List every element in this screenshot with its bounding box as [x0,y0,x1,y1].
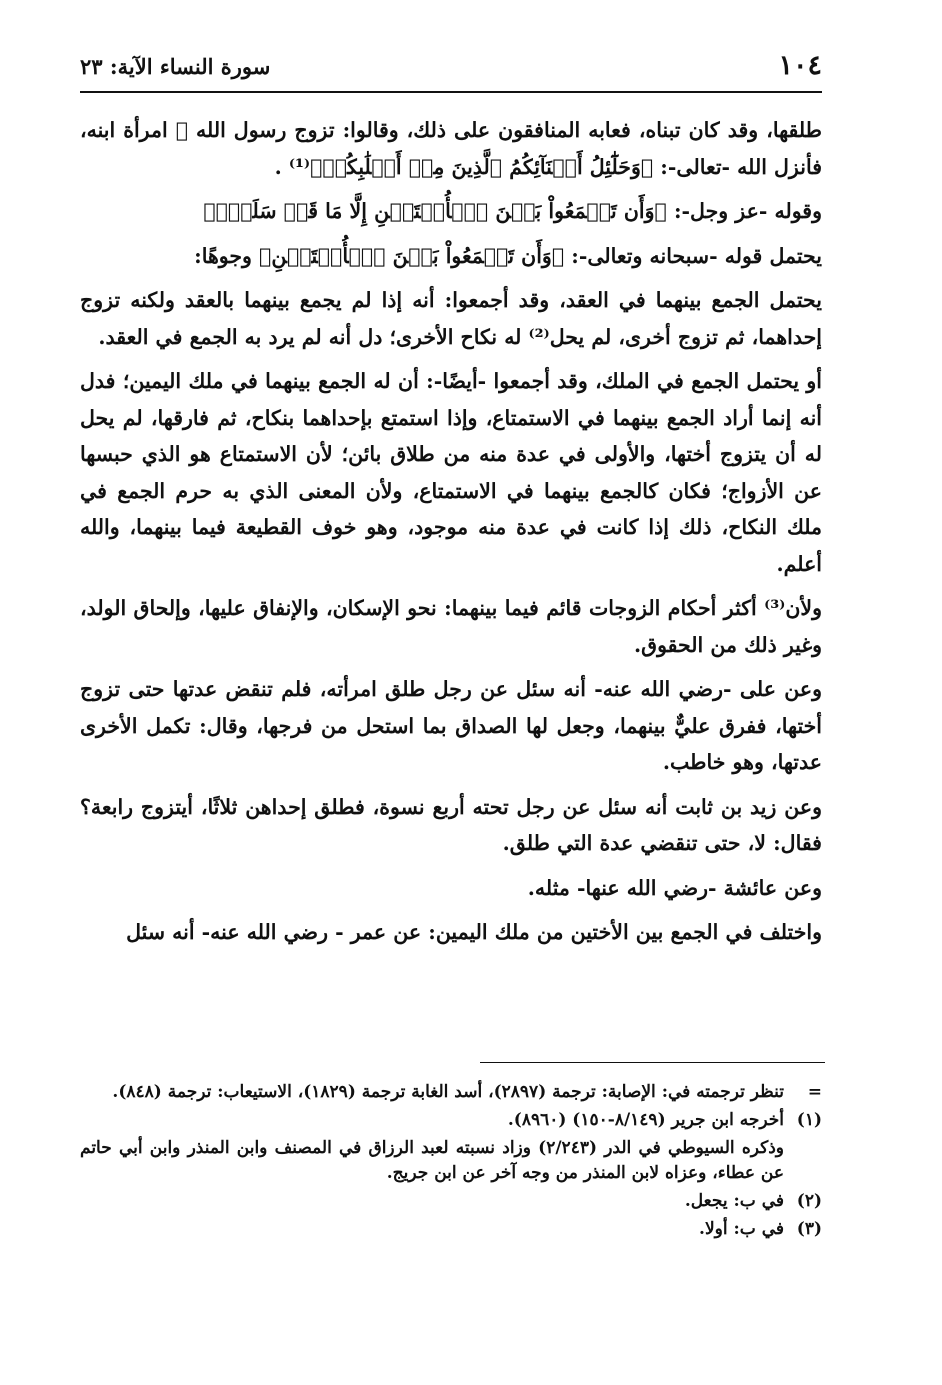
footnote-text: في ب: يجعل. [684,1191,784,1211]
footnote-mark: (٢) [796,1191,822,1211]
paragraph: يحتمل الجمع بينهما في العقد، وقد أجمعوا: أنه إذا لم يجمع بينهما بالعقد ولكنه تزوج إحداهما، ثم تزوج أخرى، لم يحل⁽²⁾ له نكاح الأخرى؛ دل أنه لم يرد به الجمع في العقد. [80,288,822,349]
paragraph: وعن عائشة -رضي الله عنها- مثله. [527,875,822,900]
main-text [80,112,822,959]
footnote [80,1189,822,1214]
footnote-mark: (٣) [796,1219,822,1239]
paragraph: واختلف في الجمع بين الأختين من ملك اليمين: عن عمر - رضي الله عنه- أنه سئل [126,920,822,944]
footnote-divider [480,1062,825,1063]
paragraph: طلقها، وقد كان تبناه، فعابه المنافقون على ذلك، وقالوا: تزوج رسول الله ﷺ امرأة ابنه، فأنزل الله -تعالى-: ﴿وَحَلَٰٓئِلُ أَبۡنَآئِكُمُ ٱلَّذِينَ مِنۡ أَصۡلَٰبِكُمۡ﴾⁽¹⁾ . [80,118,822,179]
footnote-text: وذكره السيوطي في الدر (٢/٢٤٣) وزاد نسبته لعبد الرزاق في المصنف وابن المنذر وابن أبي حاتم عن عطاء، وعزاه لابن المنذر من وجه آخر عن ابن جريج. [80,1138,785,1183]
page-header [80,48,822,88]
paragraph: ولأن⁽³⁾ أكثر أحكام الزوجات قائم فيما بينهما: نحو الإسكان، والإنفاق عليها، وإلحاق الولد، وغير ذلك من الحقوق. [80,596,822,657]
footnote [80,1136,822,1186]
footnote-mark [784,1136,822,1186]
paragraph: يحتمل قوله -سبحانه وتعالى-: ﴿وَأَن تَجۡمَعُواْ بَيۡنَ ٱلۡأُخۡتَيۡنِ﴾ وجوهًا: [194,243,822,268]
paragraph: وعن زيد بن ثابت أنه سئل عن رجل تحته أربع نسوة، فطلق إحداهن ثلاثًا، أيتزوج رابعة؟ فقال: لا، حتى تنقضي عدة التي طلق. [80,794,822,855]
footnote-mark: = [807,1082,822,1102]
footnotes [80,1080,822,1245]
footnote-text: تنظر ترجمته في: الإصابة: ترجمة (٢٨٩٧)، أسد الغابة ترجمة (١٨٢٩)، الاستيعاب: ترجمة (٨٤٨). [112,1082,784,1102]
footnote-text: في ب: أولا. [699,1219,784,1239]
footnote-mark: (١) [796,1110,822,1130]
paragraph: وقوله -عز وجل-: ﴿وَأَن تَجۡمَعُواْ بَيۡنَ ٱلۡأُخۡتَيۡنِ إِلَّا مَا قَدۡ سَلَفَۗ﴾ [203,199,822,223]
paragraph: أو يحتمل الجمع في الملك، وقد أجمعوا -أيضًا-: أن له الجمع بينهما في ملك اليمين؛ فدل أنه إنما أراد الجمع بينهما في الاستمتاع، وإذا استمتع بإحداهما بنكاح، ثم فارقها، لم يحل له أن يتزوج أختها، والأولى في عدة منه من طلاق بائن؛ لأن الاستمتاع هو الذي حبسها عن الأزواج؛ فكان كالجمع بينهما في الاستمتاع، ولأن المعنى الذي به حرم الجمع في ملك النكاح، ذلك إذا كانت في عدة منه موجود، وهو خوف القطيعة فيما بينهما، والله أعلم. [80,369,822,576]
footnote [80,1080,822,1105]
footnote [80,1108,822,1133]
page-number: ١٠٤ [778,50,822,81]
running-title: سورة النساء الآية: ٢٣ [80,54,271,79]
footnote-text: أخرجه ابن جرير (٨/١٤٩-١٥٠) (٨٩٦٠). [507,1110,784,1130]
footnote [80,1217,822,1242]
paragraph: وعن على -رضي الله عنه- أنه سئل عن رجل طلق امرأته، فلم تنقض عدتها حتى تزوج أختها، ففرق عليٌّ بينهما، وجعل لها الصداق بما استحل من فرجها، وقال: تكمل الأخرى عدتها، وهو خاطب. [80,677,822,774]
header-divider [80,91,822,93]
